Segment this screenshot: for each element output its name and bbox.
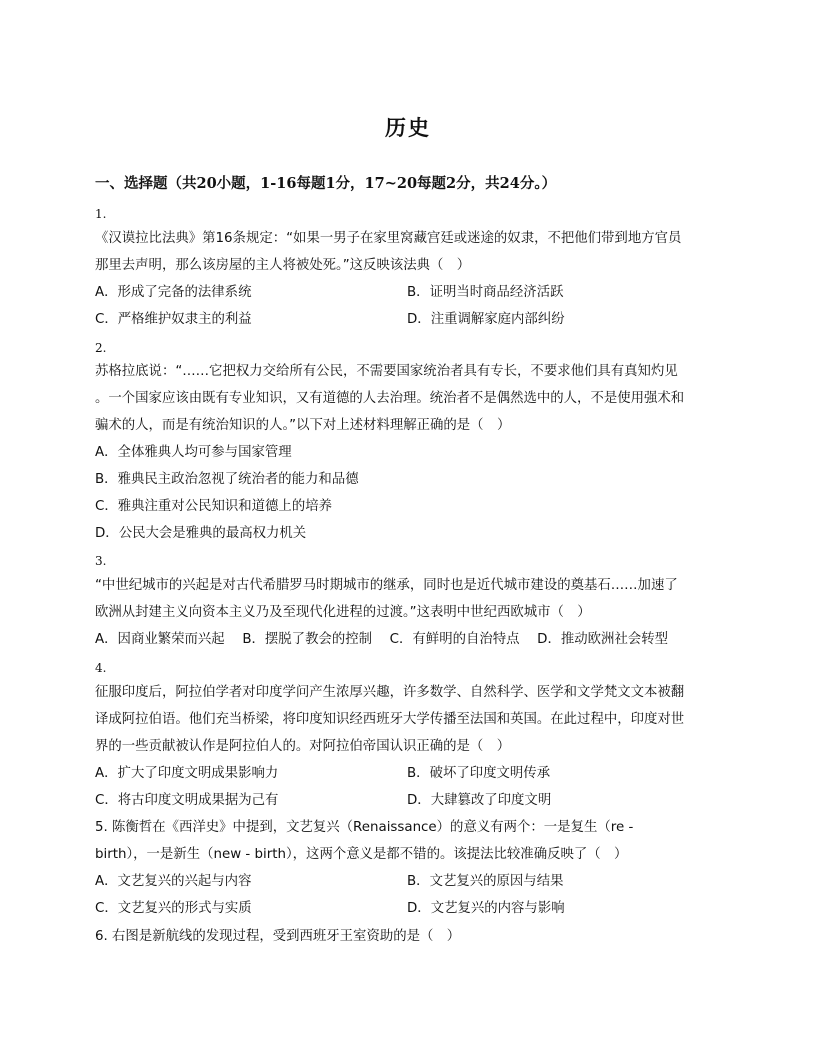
question-stem: 《汉谟拉比法典》第16条规定：“如果一男子在家里窝藏宫廷或迷途的奴隶，不把他们带到地方官员 — [95, 231, 682, 246]
question-stem: 欧洲从封建主义向资本主义乃及至现代化进程的过渡。”这表明中世纪西欧城市（ ） — [95, 605, 591, 620]
option-d: D．文艺复兴的内容与影响 — [407, 901, 565, 916]
option-d: D．公民大会是雅典的最高权力机关 — [95, 526, 307, 541]
question-stem: 骗术的人，而是有统治知识的人。”以下对上述材料理解正确的是（ ） — [95, 418, 511, 433]
question-stem: 译成阿拉伯语。他们充当桥梁，将印度知识经西班牙大学传播至法国和英国。在此过程中，印度对世 — [95, 712, 685, 727]
option-c: C．文艺复兴的形式与实质 — [95, 901, 252, 916]
question-number: 3. — [95, 554, 107, 568]
question-stem: 那里去声明，那么该房屋的主人将被处死。”这反映该法典（ ） — [95, 258, 471, 273]
option-a: A．扩大了印度文明成果影响力 — [95, 766, 279, 781]
option-b: B．雅典民主政治忽视了统治者的能力和品德 — [95, 472, 359, 487]
option-a: A．文艺复兴的兴起与内容 — [95, 874, 252, 889]
option-a: A．形成了完备的法律系统 — [95, 285, 252, 300]
option-c: C．将古印度文明成果据为己有 — [95, 793, 279, 808]
question-stem: 5. 陈衡哲在《西洋史》中提到，文艺复兴（Renaissance）的意义有两个：一是复生（re - — [95, 820, 634, 835]
question-stem: 苏格拉底说：“……它把权力交给所有公民，不需要国家统治者具有专长，不要求他们具有真知灼见 — [95, 364, 678, 379]
option-c: C．雅典注重对公民知识和道德上的培养 — [95, 499, 332, 514]
option-b: B．证明当时商品经济活跃 — [407, 285, 564, 300]
option-b: B．文艺复兴的原因与结果 — [407, 874, 564, 889]
question-number: 2. — [95, 341, 107, 355]
option-c: C．严格维护奴隶主的利益 — [95, 312, 252, 327]
question-number: 1. — [95, 207, 107, 221]
section-heading: 一、选择题（共20小题，1-16每题1分，17~20每题2分，共24分。） — [95, 175, 557, 192]
option-d: D．注重调解家庭内部纠纷 — [407, 312, 565, 327]
question-stem: 界的一些贡献被认作是阿拉伯人的。对阿拉伯帝国认识正确的是（ ） — [95, 739, 511, 754]
question-stem: 。一个国家应该由既有专业知识，又有道德的人去治理。统治者不是偶然选中的人，不是使用强术和 — [95, 391, 685, 406]
page-title: 历史 — [385, 115, 431, 140]
question-stem: “中世纪城市的兴起是对古代希腊罗马时期城市的继承，同时也是近代城市建设的奠基石……加速了 — [95, 578, 678, 593]
options-row: A．因商业繁荣而兴起 B．摆脱了教会的控制 C．有鲜明的自治特点 D．推动欧洲社会转型 — [95, 632, 669, 647]
option-b: B．破坏了印度文明传承 — [407, 766, 551, 781]
option-d: D．大肆篡改了印度文明 — [407, 793, 552, 808]
question-stem: 征服印度后，阿拉伯学者对印度学问产生浓厚兴趣，许多数学、自然科学、医学和文学梵文文本被翻 — [95, 685, 685, 700]
option-a: A．全体雅典人均可参与国家管理 — [95, 445, 292, 460]
question-stem: 6. 右图是新航线的发现过程，受到西班牙王室资助的是（ ） — [95, 929, 461, 944]
question-stem: birth），一是新生（new - birth），这两个意义是都不错的。该提法比较准确反映了（ ） — [95, 847, 628, 862]
question-number: 4. — [95, 661, 107, 675]
